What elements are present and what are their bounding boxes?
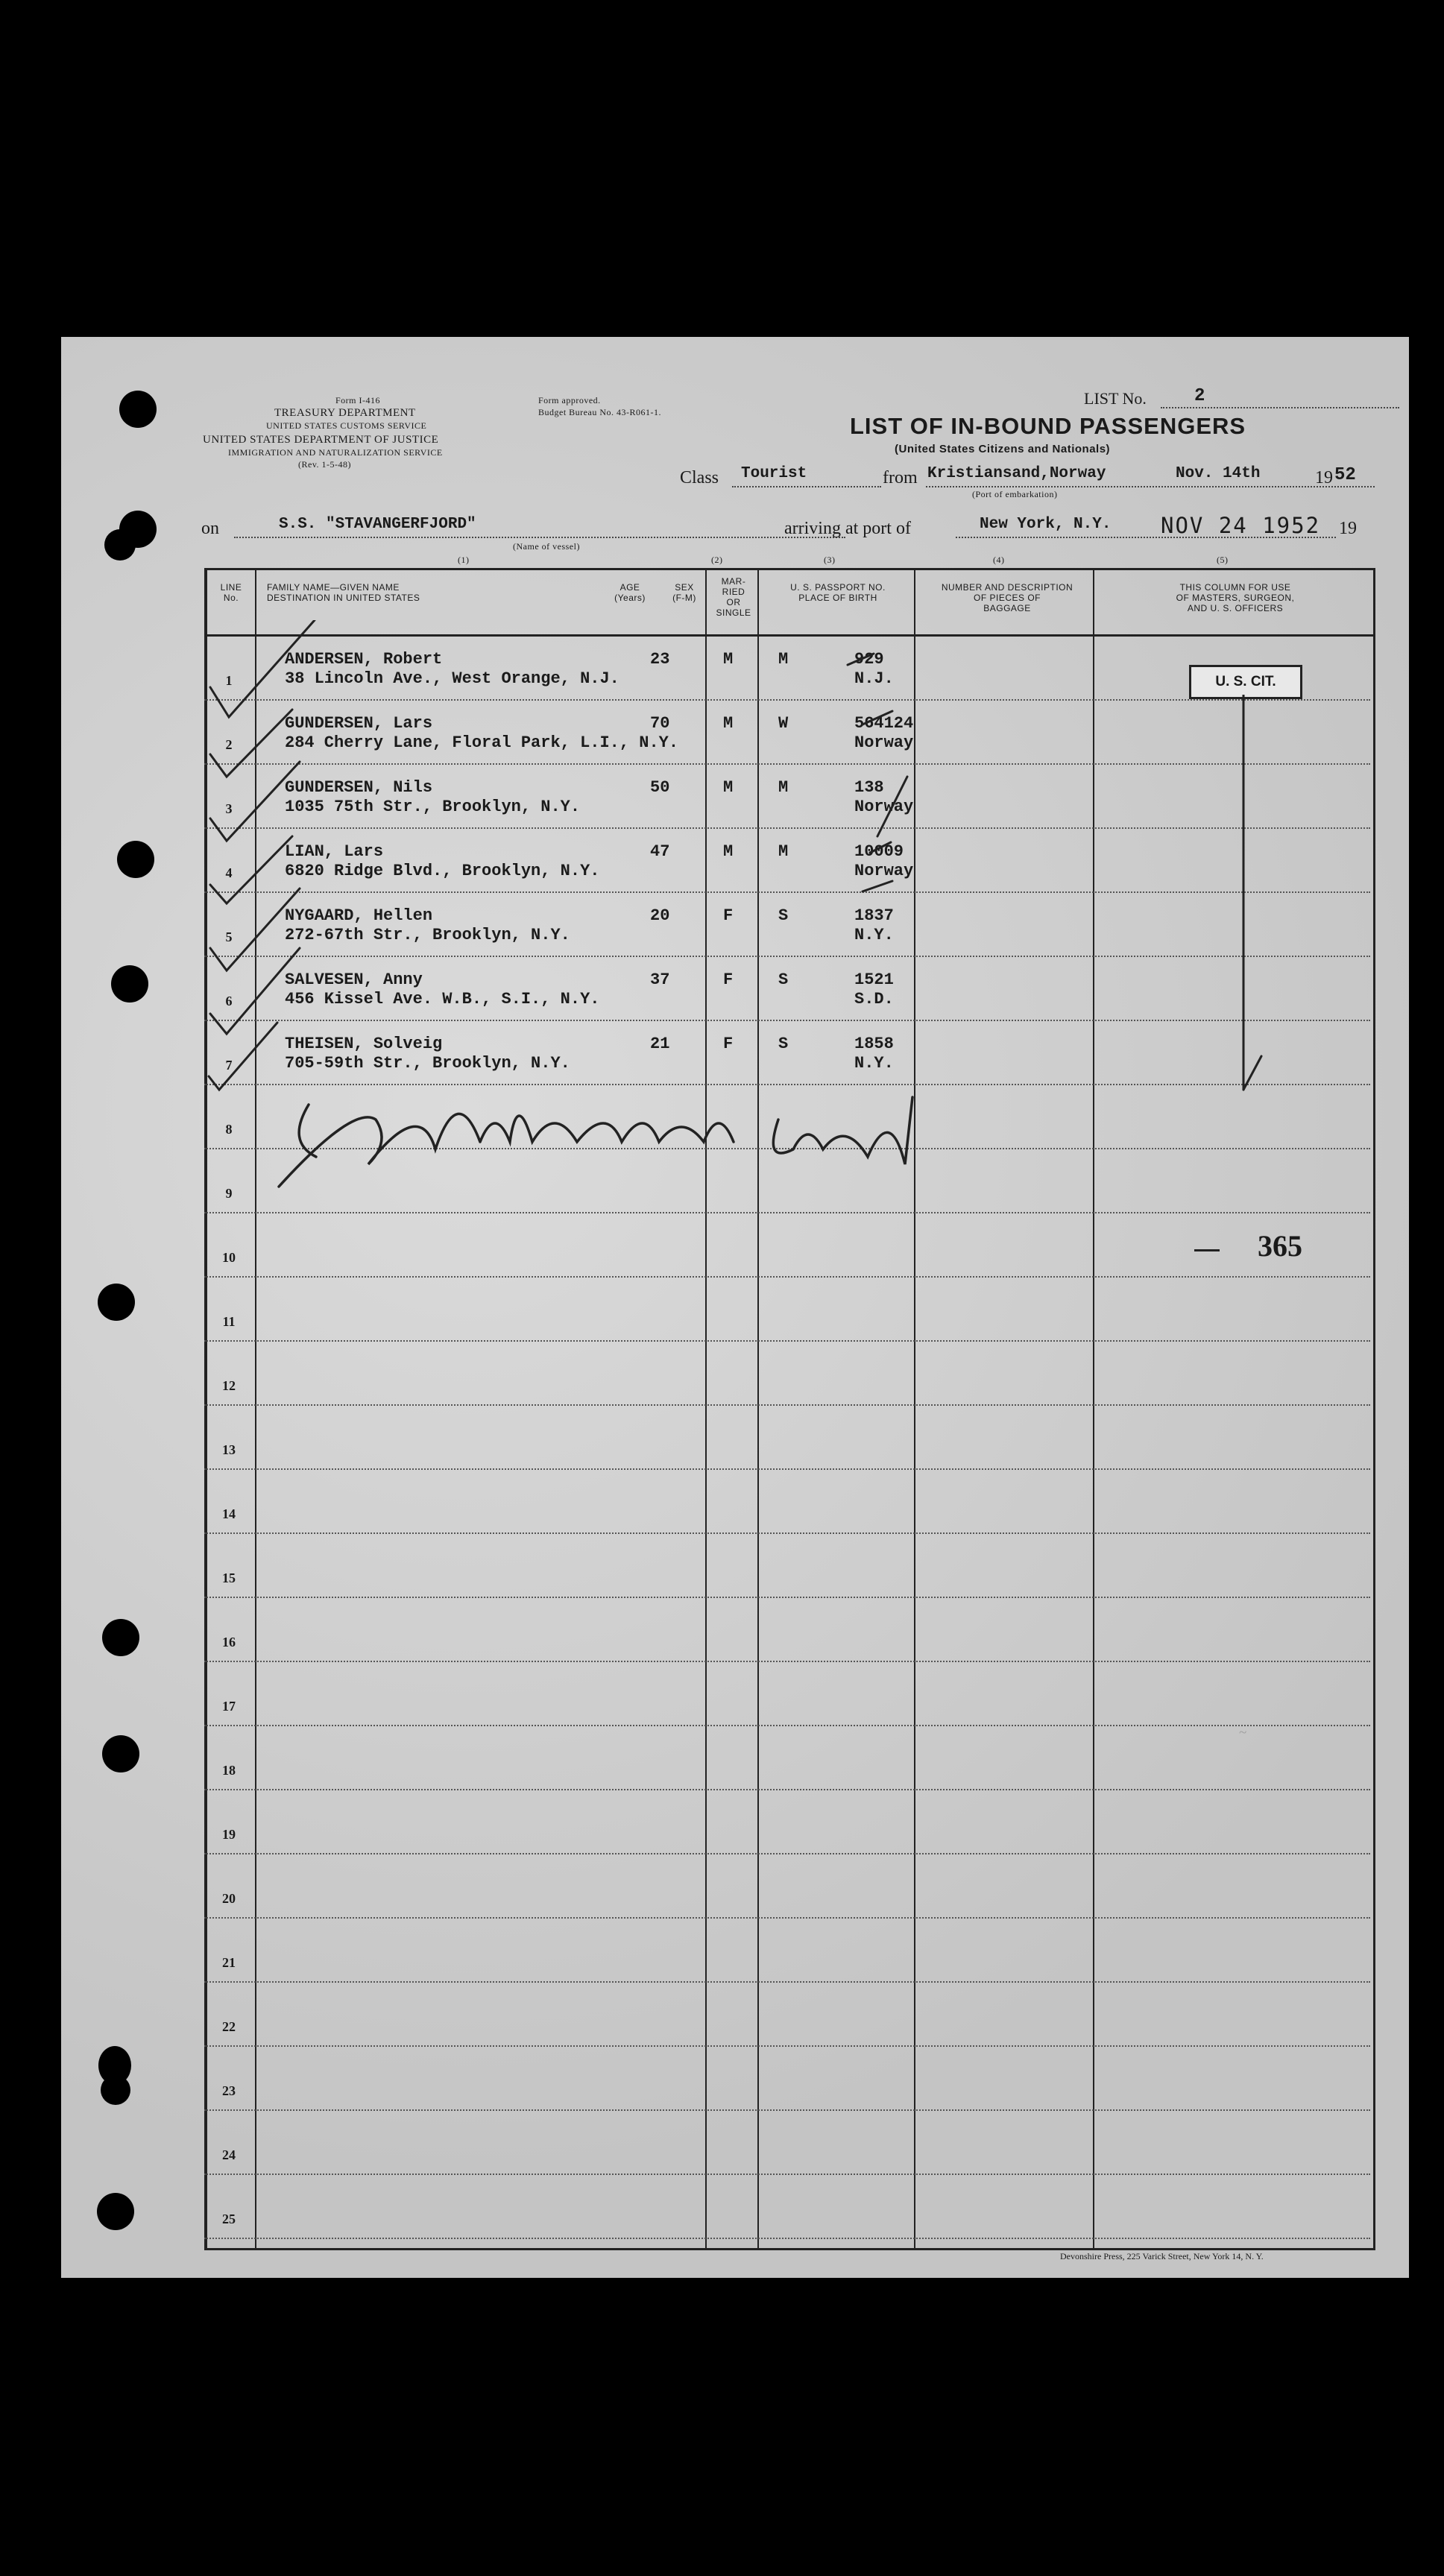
marital-status: M [778,650,789,669]
punch-hole [119,391,157,428]
line-number: 24 [222,2147,236,2162]
place-of-birth: Norway [854,733,914,752]
destination: 6820 Ridge Blvd., Brooklyn, N.Y. [285,862,600,880]
col-header-name: FAMILY NAME—GIVEN NAME DESTINATION IN UNITED STATES [267,582,420,603]
sex: M [723,714,734,733]
treasury-dept: TREASURY DEPARTMENT [274,407,416,419]
empty-table-row [204,2109,1370,2175]
checkmarks [203,620,382,1477]
form-number: Form I-416 [335,395,380,405]
list-number-label: LIST No. [1084,389,1147,408]
justice-dept: UNITED STATES DEPARTMENT OF JUSTICE [203,434,439,446]
list-number-line [1161,407,1399,408]
line-number: 3 [225,801,233,816]
tick-icon [848,654,874,665]
checkmark-icon [210,710,292,777]
on-label: on [201,519,219,538]
passenger-name: ANDERSEN, Robert [285,650,443,669]
bleed-through-text: ~ [1239,1725,1247,1740]
marital-status: W [778,714,789,733]
empty-table-row [204,1468,1370,1534]
empty-table-row [204,1661,1370,1726]
line-number: 8 [225,1122,233,1137]
empty-table-row [204,2045,1370,2111]
empty-table-row [204,1853,1370,1919]
port-of-embarkation: Kristiansand,Norway [927,465,1106,482]
arrival-port: New York, N.Y. [980,516,1112,533]
line-number: 2 [225,737,233,752]
manifest-sheet [61,337,1409,2278]
count-dash [1194,1249,1220,1251]
age: 20 [650,906,670,925]
punch-hole [98,1284,135,1321]
class-label: Class [680,468,719,487]
departure-date: Nov. 14th [1176,465,1261,482]
page-subtitle: (United States Citizens and Nationals) [895,443,1111,455]
line-number: 9 [225,1186,233,1201]
arrival-date-stamp: NOV 24 1952 [1161,513,1321,538]
signature-text [61,337,62,338]
sex: M [723,842,734,861]
passenger-name: LIAN, Lars [285,842,384,861]
destination: 38 Lincoln Ave., West Orange, N.J. [285,669,619,688]
form-revision: (Rev. 1-5-48) [298,459,352,470]
place-of-birth: N.J. [854,669,894,688]
marital-status: M [778,842,789,861]
sex: F [723,906,734,925]
col-header-married: MAR- RIED OR SINGLE [716,576,751,618]
sex: M [723,650,734,669]
line-number: 4 [225,865,233,880]
line-number: 16 [222,1635,236,1650]
punch-hole [101,2075,130,2105]
bracket-line [1239,695,1284,1425]
age: 50 [650,778,670,797]
col-num-3: (3) [824,555,836,565]
empty-table-row [204,1981,1370,2047]
col-header-sex: SEX (F-M) [672,582,696,603]
line-number: 14 [222,1506,236,1521]
line-number: 12 [222,1378,236,1393]
line-number: 13 [222,1442,236,1457]
age: 47 [650,842,670,861]
us-citizen-stamp: U. S. CIT. [1189,665,1302,699]
line-number: 10 [222,1250,236,1265]
passport-number: 1521 [854,970,894,989]
col-header-age: AGE (Years) [614,582,646,603]
place-of-birth: Norway [854,798,914,816]
customs-service: UNITED STATES CUSTOMS SERVICE [266,420,427,431]
page-title: LIST OF IN-BOUND PASSENGERS [850,413,1246,439]
sequence-count: 365 [1258,1229,1302,1263]
marital-status: S [778,906,789,925]
passport-number: 1858 [854,1035,894,1053]
age: 21 [650,1035,670,1053]
destination: 1035 75th Str., Brooklyn, N.Y. [285,798,581,816]
sex: F [723,1035,734,1053]
line-number: 18 [222,1763,236,1778]
col-num-5: (5) [1217,555,1229,565]
place-of-birth: Norway [854,862,914,880]
sex: M [723,778,734,797]
checkmark-icon [210,836,292,903]
passport-number: 10009 [854,842,904,861]
tick-icon [863,711,892,724]
punch-hole [102,1735,139,1772]
tick-icon [870,842,891,853]
marital-status: S [778,1035,789,1053]
arriving-label: arriving at port of [784,519,911,538]
tick-icon [863,881,892,891]
checkmark-icon [210,948,300,1034]
marital-status: S [778,970,789,989]
from-line [926,486,1375,487]
passenger-name: GUNDERSEN, Nils [285,778,433,797]
checkmark-icon [210,620,315,717]
year-prefix: 19 [1315,468,1333,487]
passenger-name: THEISEN, Solveig [285,1035,443,1053]
destination: 456 Kissel Ave. W.B., S.I., N.Y. [285,990,600,1008]
printer-imprint: Devonshire Press, 225 Varick Street, New York 14, N. Y. [1060,2251,1264,2261]
empty-table-row [204,2174,1370,2239]
empty-table-row [204,1597,1370,1662]
vessel-line [234,537,845,538]
col-num-2: (2) [711,555,723,565]
line-number: 19 [222,1827,236,1842]
port-caption: (Port of embarkation) [972,489,1058,499]
marital-status: M [778,778,789,797]
age: 37 [650,970,670,989]
punch-hole [102,1619,139,1656]
destination: 272-67th Str., Brooklyn, N.Y. [285,926,570,944]
empty-table-row [204,1725,1370,1790]
tick-icon [877,777,907,836]
line-number: 25 [222,2212,236,2226]
col-header-line-no: LINE No. [220,582,242,603]
line-number: 7 [225,1058,233,1073]
punch-hole [111,965,148,1003]
punch-hole [104,529,136,561]
inspector-signature [256,1075,942,1202]
col-header-baggage: NUMBER AND DESCRIPTION OF PIECES OF BAGGAGE [941,582,1073,613]
empty-table-row [204,1532,1370,1598]
departure-year: 52 [1334,465,1356,485]
empty-table-row [204,1789,1370,1854]
passport-number: 929 [854,650,884,669]
passport-number: 564124 [854,714,914,733]
place-of-birth: S.D. [854,990,894,1008]
sex: F [723,970,734,989]
line-number: 5 [225,929,233,944]
col-header-officers: THIS COLUMN FOR USE OF MASTERS, SURGEON, AND U. S. OFFICERS [1176,582,1295,613]
col-header-passport: U. S. PASSPORT NO. PLACE OF BIRTH [790,582,886,603]
vessel-name: S.S. "STAVANGERFJORD" [279,516,476,533]
from-label: from [883,468,918,487]
col-num-4: (4) [993,555,1005,565]
line-number: 21 [222,1955,236,1970]
year-suffix: 19 [1339,519,1357,538]
line-number: 15 [222,1570,236,1585]
budget-bureau: Budget Bureau No. 43-R061-1. [538,407,661,417]
passenger-name: NYGAARD, Hellen [285,906,433,925]
line-number: 1 [225,673,233,688]
list-number: 2 [1194,386,1205,406]
col-num-1: (1) [458,555,470,565]
passenger-name: SALVESEN, Anny [285,970,423,989]
line-number: 11 [222,1314,236,1329]
ins-service: IMMIGRATION AND NATURALIZATION SERVICE [228,447,443,458]
passport-number: 1837 [854,906,894,925]
line-number: 23 [222,2083,236,2098]
line-number: 17 [222,1699,236,1714]
passport-ticks [833,643,922,911]
line-number: 6 [225,994,233,1008]
form-approved: Form approved. [538,395,601,405]
class-value: Tourist [741,465,807,482]
punch-hole [117,841,154,878]
destination: 284 Cherry Lane, Floral Park, L.I., N.Y. [285,733,679,752]
vessel-caption: (Name of vessel) [513,541,580,552]
line-number: 22 [222,2019,236,2034]
passport-number: 138 [854,778,884,797]
line-number: 20 [222,1891,236,1906]
place-of-birth: N.Y. [854,926,894,944]
passenger-name: GUNDERSEN, Lars [285,714,433,733]
destination: 705-59th Str., Brooklyn, N.Y. [285,1054,570,1073]
class-line [732,486,881,487]
empty-table-row [204,1917,1370,1983]
place-of-birth: N.Y. [854,1054,894,1073]
age: 70 [650,714,670,733]
punch-hole [97,2193,134,2230]
age: 23 [650,650,670,669]
